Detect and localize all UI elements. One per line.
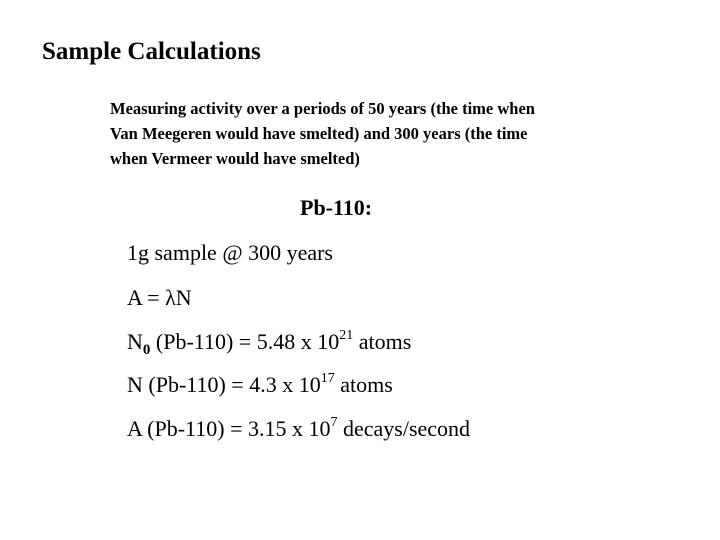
activity-result-exponent: 7 [330,415,338,430]
initial-atoms-line [127,327,411,357]
activity-result-line [127,414,470,444]
remaining-atoms-unit: atoms [334,372,393,397]
activity-formula: A = λN [127,285,192,310]
remaining-atoms-exponent: 17 [320,371,335,386]
activity-result-unit: decays/second [337,416,471,441]
intro-line-3: when Vermeer would have smelted) [110,149,360,168]
initial-atoms-unit: atoms [353,329,412,354]
slide-title: Sample Calculations [42,38,261,65]
initial-atoms-value: (Pb-110) = 5.48 x 10 [150,329,340,354]
intro-paragraph [110,96,590,171]
intro-line-2: Van Meegeren would have smelted) and 300 years (the time [110,124,528,143]
remaining-atoms-value: N (Pb-110) = 4.3 x 10 [127,372,321,397]
sample-line: 1g sample @ 300 years [127,240,333,265]
initial-atoms-subscript: 0 [142,342,151,358]
intro-line-1: Measuring activity over a periods of 50 years (the time when [110,99,535,118]
isotope-heading: Pb-110: [300,195,373,220]
remaining-atoms-line [127,370,393,400]
activity-result-value: A (Pb-110) = 3.15 x 10 [127,416,331,441]
initial-atoms-symbol: N [127,329,143,354]
initial-atoms-exponent: 21 [339,328,354,343]
